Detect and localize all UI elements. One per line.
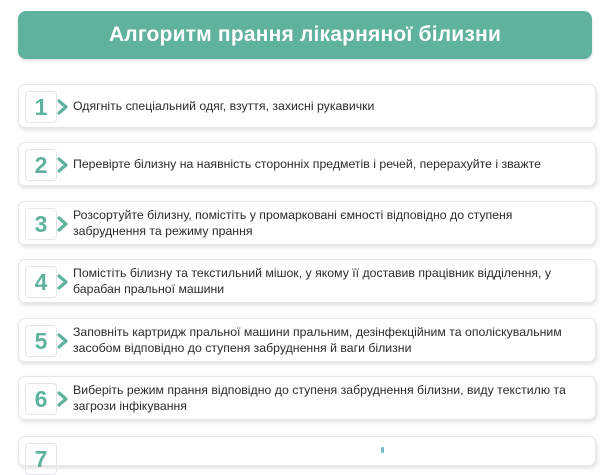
step-number-5: 5 xyxy=(25,325,57,357)
chevron-right-icon xyxy=(56,157,70,173)
step-label: Помістіть білизну та текстильний мішок, у якому її доставив працівник відділення, у барабан пральної машини xyxy=(73,266,552,296)
step-card-4 xyxy=(18,259,596,303)
step-number-4: 4 xyxy=(25,266,57,298)
step-text-1 xyxy=(73,85,583,127)
step-card-1 xyxy=(18,84,596,128)
step-label: Заповніть картридж пральної машини пральним, дезінфекційним та ополіскувальним засобом відповідно до ступеня забруднення й ваги білизни xyxy=(73,325,562,355)
step-card-2 xyxy=(18,142,596,186)
step-text-6 xyxy=(73,377,583,419)
page-title: Алгоритм прання лікарняної білизни xyxy=(108,23,502,46)
step-number-7: 7 xyxy=(25,443,57,475)
step-number-3: 3 xyxy=(25,208,57,240)
step-card-7-partial xyxy=(18,436,596,472)
step-number-6: 6 xyxy=(25,383,57,415)
step-label: Перевірте білизну на наявність сторонніх предметів і речей, перерахуйте і зважте xyxy=(73,157,541,171)
step-text-4 xyxy=(73,260,583,302)
step-number-2: 2 xyxy=(25,149,57,181)
step-label: Розсортуйте білизну, помістіть у промарковані ємності відповідно до ступеня забруднення та режиму прання xyxy=(73,208,513,238)
step-card-5 xyxy=(18,318,596,362)
step-label: Виберіть режим прання відповідно до ступеня забруднення білизни, виду текстилю та загрози інфікування xyxy=(73,383,566,413)
step-number-1: 1 xyxy=(25,91,57,123)
step-label: Одягніть спеціальний одяг, взуття, захисні рукавички xyxy=(73,99,375,113)
chevron-right-icon xyxy=(56,216,70,232)
step-card-3 xyxy=(18,201,596,245)
step-text-5 xyxy=(73,319,583,361)
step-text-2 xyxy=(73,143,583,185)
step-text-3 xyxy=(73,202,583,244)
chevron-right-icon xyxy=(56,333,70,349)
chevron-right-icon xyxy=(56,99,70,115)
step-card-6 xyxy=(18,376,596,420)
chevron-right-icon xyxy=(56,391,70,407)
chevron-right-icon xyxy=(56,274,70,290)
partial-figure-mark xyxy=(381,447,384,453)
